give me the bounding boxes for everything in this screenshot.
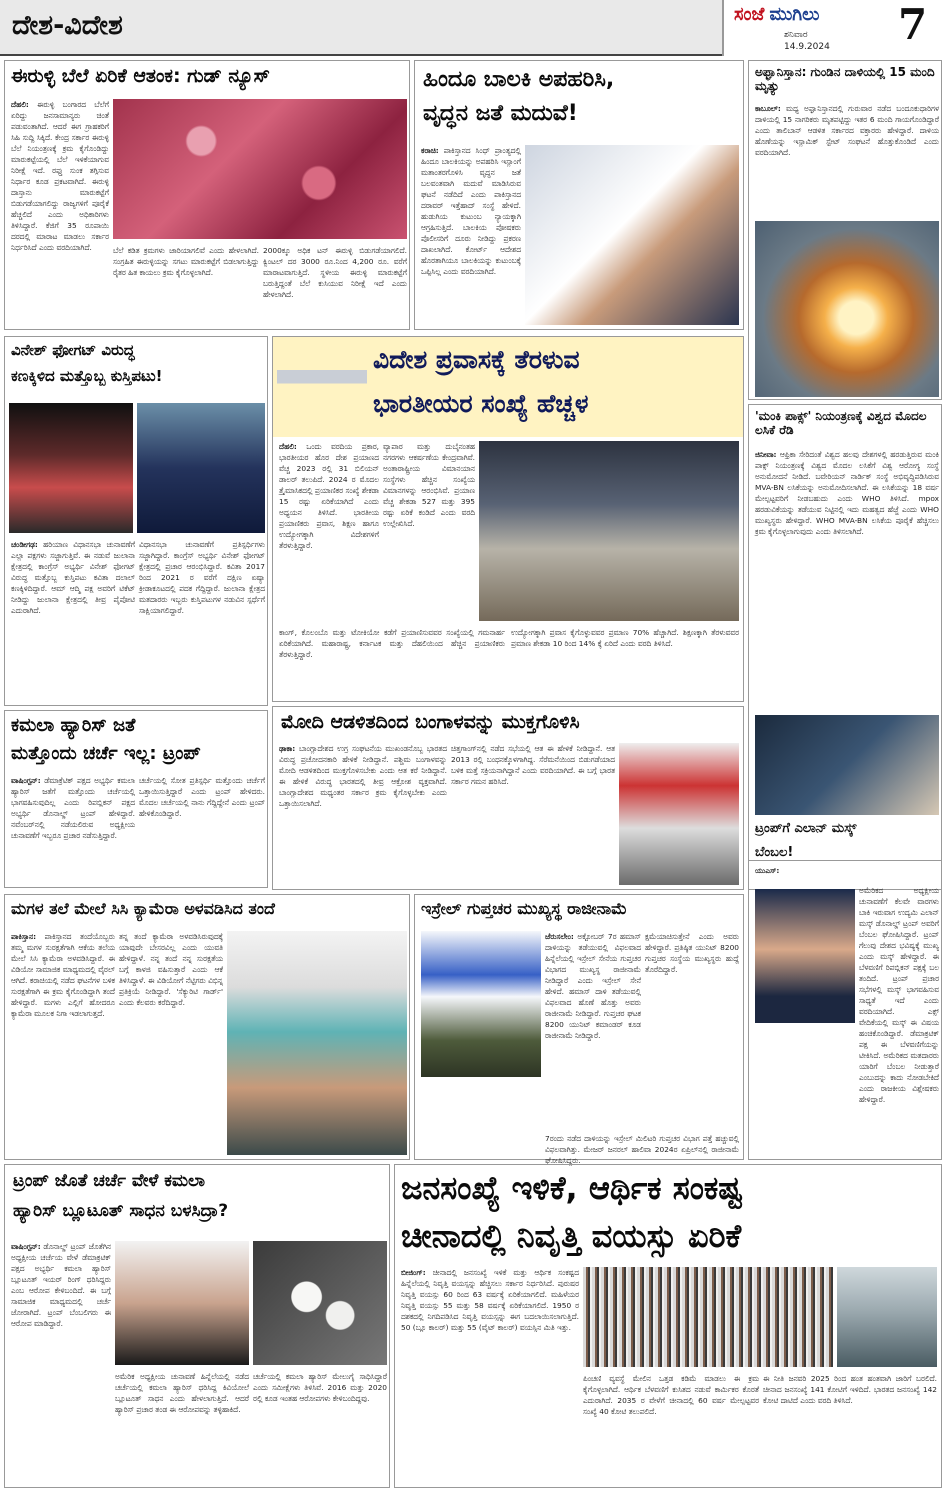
story-text: ಹರಿಯಾಣ ವಿಧಾನಸಭಾ ಚುನಾವಣೆಗೆ ಎಲ್ಲಾ ಪಕ್ಷಗಳು ಸಜ್ಜಾಗುತ್ತಿವೆ. ಈ ನಡುವೆ ಜುಲಾನಾ ಕ್ಷೇತ್ರದಲ್ಲಿ ಕಾಂಗ್ರೆಸ್ ಅಭ್ಯರ್ಥಿ ವಿನೇಶ್ ಫೋಗಟ್ ವಿರುದ್ಧ ಮತ್ತೊಬ್ಬ ಕುಸ್ತಿಪಟು ಕವಿತಾ ದಲಾಲ್ ಕಣಕ್ಕಿಳಿದಿದ್ದಾರೆ. ಆಮ್ ಆದ್ಮಿ ಪಕ್ಷ ಅವರಿಗೆ ಟಿಕೆಟ್ ನೀಡಿದ್ದು ಜುಲಾನಾ ಕ್ಷೇತ್ರದಲ್ಲಿ ತೀವ್ರ ಪೈಪೋಟಿ ಎದುರಾಗಿದೆ. [11,540,135,615]
story-headline-line2: ವೃದ್ಧನ ಜತೆ ಮದುವೆ! [423,101,578,126]
page-header [0,0,945,56]
dateline: ದೆಹಲಿ: [279,442,297,451]
story-body-col3: ಕಾಂಗ್, ಕೊಲಂಬೊ ಮತ್ತು ಟೋಕಿಯೋ ಕಡೆಗೆ ಪ್ರಯಾಣಿಸುವವರ ಸಂಖ್ಯೆಯಲ್ಲಿ ಗಮನಾರ್ಹ ಏರಿಕೆಯಾಗಿದೆ. ಮಹಾರಾಷ್ಟ್ರ, ಕರ್ನಾಟಕ ಮತ್ತು ದೆಹಲಿಯಿಂದ ಹೆಚ್ಚಿನ ಪ್ರಯಾಣಿಕರು ತೆರಳುತ್ತಿದ್ದಾರೆ. [279,628,505,659]
dateline: ಯುಎಸ್: [755,866,780,875]
story-headline-line1: ವಿದೇಶ ಪ್ರವಾಸಕ್ಕೆ ತೆರಳುವ [373,345,580,374]
story-body-col2: ವಿಧಾನಸಭಾ ಚುನಾವಣೆಗೆ ಪ್ರತಿಸ್ಪರ್ಧಿಗಳು ಸಜ್ಜಾಗಿದ್ದಾರೆ. ಕಾಂಗ್ರೆಸ್ ಅಭ್ಯರ್ಥಿ ವಿನೇಶ್ ಫೋಗಟ್ ಕ್ಷೇತ್ರದಲ್ಲಿ ಪ್ರಚಾರ ಆರಂಭಿಸಿದ್ದಾರೆ. ಕವಿತಾ 2017 ರಿಂದ 2021 ರ ವರೆಗೆ ದಕ್ಷಿಣ ಏಷ್ಯಾ ಕ್ರೀಡಾಕೂಟದಲ್ಲಿ ಪದಕ ಗೆದ್ದಿದ್ದಾರೆ. ಜುಲಾನಾ ಕ್ಷೇತ್ರದ ಮತದಾರರು ಇಬ್ಬರು ಕುಸ್ತಿಪಟುಗಳ ನಡುವಿನ ಸ್ಪರ್ಧೆಗೆ ಸಾಕ್ಷಿಯಾಗಲಿದ್ದಾರೆ. [139,540,265,615]
story-body-bottom: 7ರಂದು ನಡೆದ ದಾಳಿಯನ್ನು ಇಸ್ರೇಲ್ ಮಿಲಿಟರಿ ಗುಪ್ತಚರ ವಿಭಾಗ ಪತ್ತೆ ಹಚ್ಚುವಲ್ಲಿ ವಿಫಲವಾಗಿತ್ತು. ಮೇಜರ್ ಜನರಲ್ ಹಾಲಿವಾ 2024ರ ಏಪ್ರಿಲ್‌ನಲ್ಲಿ ರಾಜೀನಾಮೆ ಘೋಷಿಸಿದ್ದರು. [545,1134,739,1165]
story-text: ಪಾಕಿಸ್ತಾನದ ಸಿಂಧ್ ಪ್ರಾಂತ್ಯದಲ್ಲಿ ಹಿಂದೂ ಬಾಲಕಿಯನ್ನು ಅಪಹರಿಸಿ ಇಸ್ಲಾಂಗೆ ಮತಾಂತರಗೊಳಿಸಿ ವೃದ್ಧನ ಜತೆ ಬಲವಂತವಾಗಿ ಮದುವೆ ಮಾಡಿಸಿರುವ ಘಟನೆ ನಡೆದಿದೆ ಎಂದು ಪಾಕಿಸ್ತಾನದ ದರಾವರ್ ಇತ್ತೆಹಾದ್ ಸಂಸ್ಥೆ ಹೇಳಿದೆ. ಹುಡುಗಿಯ ಕುಟುಂಬ ನ್ಯಾಯಕ್ಕಾಗಿ ಆಗ್ರಹಿಸುತ್ತಿದೆ. ಬಾಲಕಿಯ ಪೋಷಕರು ಪೊಲೀಸರಿಗೆ ದೂರು ನೀಡಿದ್ದು ಪ್ರಕರಣ ದಾಖಲಾಗಿದೆ. ಕೋರ್ಟ್ ಆದೇಶದ ಹೊರತಾಗಿಯೂ ಬಾಲಕಿಯನ್ನು ಕುಟುಂಬಕ್ಕೆ ಒಪ್ಪಿಸಿಲ್ಲ ಎಂದು ವರದಿಯಾಗಿದೆ. [421,146,521,276]
story-body-col3: ಚರ್ಚೆಯಲ್ಲಿ ಕಮಲಾ ಹ್ಯಾರಿಸ್ ಮೇಲುಗೈ ಸಾಧಿಸಿದ್ದಾರೆ ಎಂದು ಸಮೀಕ್ಷೆಗಳು ತಿಳಿಸಿವೆ. 2016 ಮತ್ತು 2020 ರಲ್ಲಿ ಕೂಡ ಇಂತಹ ಆರೋಪಗಳು ಕೇಳಿಬಂದಿದ್ದವು. [253,1372,387,1403]
story-afghanistan [748,60,942,400]
story-bluetooth [4,1164,390,1488]
story-body-col2: ಪಿಂಚಣಿ ವ್ಯವಸ್ಥೆ ಮೇಲಿನ ಒತ್ತಡ ಕಡಿಮೆ ಮಾಡಲು ಈ ಕ್ರಮ ಕೈಗೊಳ್ಳಲಾಗಿದೆ. ಆರ್ಥಿಕ ಬೆಳವಣಿಗೆ ಕುಸಿತದ ನಡುವೆ ಕಾರ್ಮಿಕರ ಕೊರತೆ ಎದುರಾಗಿದೆ. 2035 ರ ವೇಳೆಗೆ ಚೀನಾದಲ್ಲಿ 60 ವರ್ಷ ಮೇಲ್ಪಟ್ಟವರ ಸಂಖ್ಯೆ 40 ಕೋಟಿ ತಲುಪಲಿದೆ. [583,1374,759,1416]
dateline: ಜೆರುಸಲೇಂ: [545,932,574,941]
story-headline-line2: ಹ್ಯಾರಿಸ್ ಬ್ಲೂಟೂತ್ ಸಾಧನ ಬಳಸಿದ್ರಾ? [13,1201,229,1221]
section-title: ದೇಶ-ವಿದೇಶ [12,10,123,41]
story-body-col1 [11,775,135,883]
story-body [421,145,521,325]
story-headline: ಮೋದಿ ಆಡಳಿತದಿಂದ ಬಂಗಾಳವನ್ನು ಮುಕ್ತಗೊಳಿಸಿ [281,711,580,733]
story-headline-line2: ಮತ್ತೊಂದು ಚರ್ಚೆ ಇಲ್ಲ: ಟ್ರಂಪ್ [11,743,201,764]
story-body-col1 [11,539,135,701]
story-body-col1 [401,1267,579,1483]
story-text: ಚೀನಾದಲ್ಲಿ ಜನಸಂಖ್ಯೆ ಇಳಿಕೆ ಮತ್ತು ಆರ್ಥಿಕ ಸಂಕಷ್ಟದ ಹಿನ್ನೆಲೆಯಲ್ಲಿ ನಿವೃತ್ತಿ ವಯಸ್ಸನ್ನು ಹೆಚ್ಚಿಸಲು ಸರ್ಕಾರ ನಿರ್ಧರಿಸಿದೆ. ಪುರುಷರ ನಿವೃತ್ತಿ ವಯಸ್ಸು 60 ರಿಂದ 63 ವರ್ಷಕ್ಕೆ ಏರಿಕೆಯಾಗಲಿದೆ. ಮಹಿಳೆಯರ ನಿವೃತ್ತಿ ವಯಸ್ಸು 55 ಮತ್ತು 58 ವರ್ಷಕ್ಕೆ ಏರಿಕೆಯಾಗಲಿದೆ. 1950 ರ ದಶಕದಲ್ಲಿ ನಿಗದಿಪಡಿಸಿದ ನಿವೃತ್ತಿ ವಯಸ್ಸನ್ನು ಈಗ ಬದಲಾಯಿಸಲಾಗುತ್ತಿದೆ. 50 (ಬ್ಲೂ ಕಾಲರ್) ಮತ್ತು 55 (ವೈಟ್ ಕಾಲರ್) ವಯಸ್ಸಿನ ಮಿತಿ ಇತ್ತು. [401,1268,579,1332]
dateline: ಚಂಡೀಗಢ: [11,540,38,549]
story-bengal [272,706,744,890]
dateline: ಢಾಕಾ: [279,744,296,753]
masthead [722,0,945,56]
dateline: ದೆಹಲಿ: [11,100,29,109]
story-headline-line1: ಹಿಂದೂ ಬಾಲಕಿ ಅಪಹರಿಸಿ, [423,67,615,92]
trump-photo [755,889,855,1023]
story-body: ಅಮೆರಿಕದ ಅಧ್ಯಕ್ಷೀಯ ಚುನಾವಣೆಗೆ ಕೆಲವೇ ವಾರಗಳು ಬಾಕಿ ಇರುವಾಗ ಉದ್ಯಮಿ ಎಲಾನ್ ಮಸ್ಕ್ ಡೊನಾಲ್ಡ್ ಟ್ರಂಪ್ ಅವರಿಗೆ ಬೆಂಬಲ ಘೋಷಿಸಿದ್ದಾರೆ. ಟ್ರಂಪ್ ಗೆಲುವು ದೇಶದ ಭವಿಷ್ಯಕ್ಕೆ ಮುಖ್ಯ ಎಂದು ಮಸ್ಕ್ ಹೇಳಿದ್ದಾರೆ. ಈ ಬೆಳವಣಿಗೆ ರಿಪಬ್ಲಿಕನ್ ಪಕ್ಷಕ್ಕೆ ಬಲ ತಂದಿದೆ. ಟ್ರಂಪ್ ಪ್ರಚಾರ ಸಭೆಗಳಲ್ಲಿ ಮಸ್ಕ್ ಭಾಗವಹಿಸುವ ಸಾಧ್ಯತೆ ಇದೆ ಎಂದು ವರದಿಯಾಗಿದೆ. ಎಕ್ಸ್ ವೇದಿಕೆಯಲ್ಲಿ ಮಸ್ಕ್ ಈ ವಿಷಯ ಹಂಚಿಕೊಂಡಿದ್ದಾರೆ. ಡೆಮಾಕ್ರಟಿಕ್ ಪಕ್ಷ ಈ ಬೆಳವಣಿಗೆಯನ್ನು ಟೀಕಿಸಿದೆ. ಅಮೆರಿಕದ ಮತದಾರರು ಯಾರಿಗೆ ಬೆಂಬಲ ನೀಡುತ್ತಾರೆ ಎಂಬುದನ್ನು ಕಾದು ನೋಡಬೇಕಿದೆ ಎಂದು ರಾಜಕೀಯ ವಿಶ್ಲೇಷಕರು ಹೇಳಿದ್ದಾರೆ. [859,886,939,1104]
story-text: ಬಾಂಗ್ಲಾದೇಶದ ಉಗ್ರ ಸಂಘಟನೆಯ ಮುಖಂಡನೊಬ್ಬ ಭಾರತದ ವಿರುದ್ಧ ಪ್ರಚೋದನಕಾರಿ ಹೇಳಿಕೆ ನೀಡಿದ್ದಾನೆ. ಪಶ್ಚಿಮ ಬಂಗಾಳವನ್ನು ಮೋದಿ ಆಡಳಿತದಿಂದ ಮುಕ್ತಗೊಳಿಸಬೇಕು ಎಂದು ಆತ ಕರೆ ನೀಡಿದ್ದಾನೆ. ಈ ಹೇಳಿಕೆ ವಿರುದ್ಧ ಭಾರತದಲ್ಲಿ ತೀವ್ರ ಆಕ್ರೋಶ ವ್ಯಕ್ತವಾಗಿದೆ. ಬಾಂಗ್ಲಾದೇಶದ ಮಧ್ಯಂತರ ಸರ್ಕಾರ ಕ್ರಮ ಕೈಗೊಳ್ಳಬೇಕು ಎಂದು ಒತ್ತಾಯಿಸಲಾಗಿದೆ. [279,744,447,808]
brand-logo [734,4,894,30]
cleric-photo [619,743,739,885]
who-chief-photo [755,715,939,815]
story-body-col2: ಚಿತ್ತಗಾಂಗ್‌ನಲ್ಲಿ ನಡೆದ ಸಭೆಯಲ್ಲಿ ಆತ ಈ ಹೇಳಿಕೆ ನೀಡಿದ್ದಾನೆ. ಆತ 2013 ರಲ್ಲಿ ಬಂಧನಕ್ಕೊಳಗಾಗಿದ್ದ. ಸೆರೆಮನೆಯಿಂದ ಬಿಡುಗಡೆಯಾದ ಬಳಿಕ ಮತ್ತೆ ಸಕ್ರಿಯನಾಗಿದ್ದಾನೆ ಎಂದು ವರದಿಯಾಗಿದೆ. ಈ ಬಗ್ಗೆ ಭಾರತ ಸರ್ಕಾರ ಗಮನ ಹರಿಸಿದೆ. [451,744,615,786]
story-headline-line2: ಚೀನಾದಲ್ಲಿ ನಿವೃತ್ತಿ ವಯಸ್ಸು ಏರಿಕೆ [401,1217,742,1255]
story-body-col3: 2000ಕ್ಕೂ ಅಧಿಕ ಟನ್ ಈರುಳ್ಳಿ ಬಿಡುಗಡೆಯಾಗಲಿದೆ. ಕ್ವಿಂಟಲ್ ದರ 3000 ರೂ.ನಿಂದ 4,200 ರೂ. ವರೆಗೆ ಮಾರಾಟವಾಗುತ್ತಿದೆ. ಸ್ಥಳೀಯ ಈರುಳ್ಳಿ ಮಾರುಕಟ್ಟೆಗೆ ಬರುತ್ತಿದ್ದಂತೆ ಬೆಲೆ ಕುಸಿಯುವ ನಿರೀಕ್ಷೆ ಇದೆ ಎಂದು ಹೇಳಲಾಗಿದೆ. [263,246,407,299]
dateline: ಕರಾಚಿ: [421,146,439,155]
story-body-col1 [11,99,109,325]
story-body-col1 [11,1241,111,1483]
story-mpox [748,404,942,890]
story-body-col2: ವ್ಯಾಪಾರ ಮತ್ತು ದುಬೈನಂತಹ ನಗರಗಳು ಆಕರ್ಷಣೆಯ ಕೇಂದ್ರವಾಗಿವೆ. ಅಂತಾರಾಷ್ಟ್ರೀಯ ವಿಮಾನಯಾನ ಸಂಸ್ಥೆಗಳು ಹೆಚ್ಚಿನ ಸಂಖ್ಯೆಯ ವಿಮಾನಗಳನ್ನು ಆರಂಭಿಸಿವೆ. ಪ್ರಯಾಣ ವೆಚ್ಚ ಶೇಕಡಾ 527 ಮತ್ತು 395 ರಷ್ಟು ಏರಿಕೆ ಕಂಡಿದೆ ಎಂದು ವರದಿ ಉಲ್ಲೇಖಿಸಿದೆ. [383,442,475,528]
dateline: ವಾಷಿಂಗ್ಟನ್: [11,1242,41,1251]
story-text: ಅಕ್ಟೋಬರ್ 7ರ ಹಮಾಸ್ ದಾಳಿಯನ್ನು ತಡೆಯುವಲ್ಲಿ ವಿಫಲವಾದ ಹಿನ್ನೆಲೆಯಲ್ಲಿ ಇಸ್ರೇಲ್ ಸೇನೆಯ ಗುಪ್ತಚರ ವಿಭಾಗದ ಮುಖ್ಯಸ್ಥ ರಾಜೀನಾಮೆ ನೀಡಿದ್ದಾರೆ ಎಂದು ಇಸ್ರೇಲ್ ಸೇನೆ ಹೇಳಿದೆ. ಹಮಾಸ್ ದಾಳಿ ತಡೆಯುವಲ್ಲಿ ವಿಫಲವಾದ ಹೊಣೆ ಹೊತ್ತು ಅವರು ರಾಜೀನಾಮೆ ನೀಡಿದ್ದಾರೆ. ಗುಪ್ತಚರ ಘಟಕ 8200 ಯುನಿಟ್ ಕಮಾಂಡರ್ ಕೂಡ ರಾಜೀನಾಮೆ ನೀಡಿದ್ದಾರೆ. [545,932,641,1040]
story-kidnap [414,60,744,330]
story-body-col1 [545,931,641,1131]
earring-device-photo [253,1241,387,1365]
story-body-col4: ಉದ್ಯೋಗಕ್ಕಾಗಿ ಪ್ರವಾಸ ಕೈಗೊಳ್ಳುವವರ ಪ್ರಮಾಣ 70% ಹೆಚ್ಚಾಗಿದೆ. ಶಿಕ್ಷಣಕ್ಕಾಗಿ ತೆರಳುವವರ ಪ್ರಮಾಣ ಶೇಕಡಾ 10 ರಿಂದ 14% ಕ್ಕೆ ಏರಿದೆ ಎಂದು ವರದಿ ತಿಳಿಸಿದೆ. [511,628,739,648]
story-headline-line1: ಕಮಲಾ ಹ್ಯಾರಿಸ್ ಜತೆ [11,715,136,736]
story-headline: ಅಫ್ಘಾನಿಸ್ತಾನ: ಗುಂಡಿನ ದಾಳಿಯಲ್ಲಿ 15 ಮಂದಿ ಮೃತ್ಯು [755,65,935,94]
wrestler-photo-left [9,403,133,533]
story-vinesh [4,336,268,706]
story-headline-line1: ವಿನೇಶ್ ಫೋಗಟ್ ವಿರುದ್ಧ [11,341,135,359]
story-china [394,1164,942,1488]
story-body [755,103,939,213]
story-text: ಒಂದು ವರದಿಯ ಪ್ರಕಾರ, ಭಾರತೀಯರ ಹೊರ ದೇಶ ಪ್ರಯಾಣದ ವೆಚ್ಚ 2023 ರಲ್ಲಿ 31 ಬಿಲಿಯನ್ ಡಾಲರ್ ತಲುಪಿದೆ. 2024 ರ ಮೊದಲ ತ್ರೈಮಾಸಿಕದಲ್ಲಿ ಪ್ರಯಾಣಿಕರ ಸಂಖ್ಯೆ ಶೇಕಡಾ 15 ರಷ್ಟು ಏರಿಕೆಯಾಗಿದೆ ಎಂದು ಅಧ್ಯಯನ ತಿಳಿಸಿದೆ. ಭಾರತೀಯ ಪ್ರಯಾಣಿಕರು ಪ್ರವಾಸ, ಶಿಕ್ಷಣ ಹಾಗೂ ಉದ್ಯೋಗಕ್ಕಾಗಿ ವಿದೇಶಗಳಿಗೆ ತೆರಳುತ್ತಿದ್ದಾರೆ. [279,442,379,550]
girl-with-camera-photo [227,931,407,1155]
story-body-col3: ಈ ನೀತಿ ಜನವರಿ 2025 ರಿಂದ ಹಂತ ಹಂತವಾಗಿ ಜಾರಿಗೆ ಬರಲಿದೆ. ಚೀನಾದ ಜನಸಂಖ್ಯೆ 141 ಕೋಟಿಗೆ ಇಳಿದಿದೆ. ಭಾರತದ ಜನಸಂಖ್ಯೆ 142 ಕೋಟಿ ದಾಟಿದೆ ಎಂದು ವರದಿ ತಿಳಿಸಿದೆ. [763,1374,937,1405]
story-text: ಈರುಳ್ಳಿ ಬಂಗಾರದ ಬೆಲೆಗೆ ಏರಿದ್ದು ಜನಸಾಮಾನ್ಯರು ಚಿಂತೆ ಪಡುವಂತಾಗಿದೆ. ಆದರೆ ಈಗ ಗ್ರಾಹಕರಿಗೆ ಸಿಹಿ ಸುದ್ದಿ ಸಿಕ್ಕಿದೆ. ಕೇಂದ್ರ ಸರ್ಕಾರ ಈರುಳ್ಳಿ ಬೆಲೆ ನಿಯಂತ್ರಣಕ್ಕೆ ಕ್ರಮ ಕೈಗೊಂಡಿದ್ದು ಮಾರುಕಟ್ಟೆಯಲ್ಲಿ ಬೆಲೆ ಇಳಿಕೆಯಾಗುವ ನಿರೀಕ್ಷೆ ಇದೆ. ರಫ್ತು ಸುಂಕ ತಗ್ಗಿಸುವ ನಿರ್ಧಾರ ಕೂಡ ಪ್ರಕಟವಾಗಿದೆ. ಈರುಳ್ಳಿ ದಾಸ್ತಾನು ಮಾರುಕಟ್ಟೆಗೆ ಬಿಡುಗಡೆಯಾಗಲಿದ್ದು ರಾಜ್ಯಗಳಿಗೆ ಪೂರೈಕೆ ಹೆಚ್ಚಲಿದೆ ಎಂದು ಅಧಿಕಾರಿಗಳು ತಿಳಿಸಿದ್ದಾರೆ. ಕೆಜಿಗೆ 35 ರೂಪಾಯಿ ದರದಲ್ಲಿ ಮಾರಾಟ ಮಾಡಲು ಸರ್ಕಾರ ನಿರ್ಧರಿಸಿದೆ ಎಂದು ವರದಿಯಾಗಿದೆ. [11,100,109,252]
musk-headline-line1: ಟ್ರಂಪ್‌ಗೆ ಎಲಾನ್ ಮಸ್ಕ್ [755,821,857,836]
israeli-officer-photo [421,931,541,1077]
brand-name-part2: ಮುಗಿಲು [769,4,820,25]
story-onion [4,60,410,330]
dateline: ಕಾಬೂಲ್: [755,104,781,113]
story-headline: ಮಗಳ ತಲೆ ಮೇಲೆ ಸಿಸಿ ಕ್ಯಾಮೆರಾ ಅಳವಡಿಸಿದ ತಂದೆ [11,899,275,918]
story-body-top [755,865,939,885]
story-body-col2: ಅಮೆರಿಕ ಅಧ್ಯಕ್ಷೀಯ ಚುನಾವಣೆ ಹಿನ್ನೆಲೆಯಲ್ಲಿ ನಡೆದ ಚರ್ಚೆಯಲ್ಲಿ ಕಮಲಾ ಹ್ಯಾರಿಸ್ ಧರಿಸಿದ್ದ ಕಿವಿಯೋಲೆ ಬ್ಲೂಟೂತ್ ಸಾಧನ ಎಂದು ಹೇಳಲಾಗುತ್ತಿದೆ. ಆದರೆ ಹ್ಯಾರಿಸ್ ಪ್ರಚಾರ ತಂಡ ಈ ಆರೋಪವನ್ನು ತಳ್ಳಿಹಾಕಿದೆ. [115,1372,249,1414]
kamala-photo [115,1241,249,1365]
page-number: 7 [898,0,928,49]
story-father-camera [4,894,410,1160]
story-body-col2: ಚರ್ಚೆಯಲ್ಲಿ ಸೋತ ಪ್ರತಿಸ್ಪರ್ಧಿ ಮತ್ತೊಂದು ಚರ್ಚೆಗೆ ಒತ್ತಾಯಿಸುತ್ತಿದ್ದಾರೆ ಎಂದು ಟ್ರಂಪ್ ಹೇಳಿದರು. ಮೊದಲ ಚರ್ಚೆಯಲ್ಲಿ ನಾನು ಗೆದ್ದಿದ್ದೇನೆ ಎಂದು ಟ್ರಂಪ್ ಹೇಳಿಕೊಂಡಿದ್ದಾರೆ. [139,776,265,818]
dateline: ಬೀಜಿಂಗ್: [401,1268,426,1277]
story-headline: ಇಸ್ರೇಲ್ ಗುಪ್ತಚರ ಮುಖ್ಯಸ್ಥ ರಾಜೀನಾಮೆ [421,899,627,918]
issue-date: 14.9.2024 [784,42,830,52]
musk-headline-line2: ಬೆಂಬಲ! [755,845,794,860]
dateline: ಪಾಕಿಸ್ತಾನ: [11,932,37,941]
story-israel [414,894,744,1165]
airplane-graphic [277,343,367,433]
airport-photo [479,441,739,621]
story-body-col1 [279,743,447,885]
story-text: ಮಧ್ಯ ಅಫ್ಘಾನಿಸ್ತಾನದಲ್ಲಿ ಗುರುವಾರ ನಡೆದ ಬಂದೂಕುಧಾರಿಗಳ ದಾಳಿಯಲ್ಲಿ 15 ನಾಗರಿಕರು ಮೃತಪಟ್ಟಿದ್ದು ಇತರ 6 ಮಂದಿ ಗಾಯಗೊಂಡಿದ್ದಾರೆ ಎಂದು ತಾಲಿಬಾನ್ ಆಡಳಿತ ಸರ್ಕಾರದ ವಕ್ತಾರರು ಹೇಳಿದ್ದಾರೆ. ದಾಳಿಯ ಹೊಣೆಯನ್ನು ಇಸ್ಲಾಮಿಕ್ ಸ್ಟೇಟ್ ಸಂಘಟನೆ ಹೊತ್ತುಕೊಂಡಿದೆ ಎಂದು ವರದಿಯಾಗಿದೆ. [755,104,939,157]
story-headline-line2: ಕಣಕ್ಕಿಳಿದ ಮತ್ತೊಬ್ಬ ಕುಸ್ತಿಪಟು! [11,367,163,385]
story-headline-line1: ಟ್ರಂಪ್ ಜೊತೆ ಚರ್ಚೆ ವೇಳೆ ಕಮಲಾ [13,1171,206,1191]
story-body-col2: ತನ್ನ ತಂದೆ ಕ್ಯಾಮೆರಾ ಅಳವಡಿಸಿರುವುದಕ್ಕೆ ಯಾವುದೇ ಬೇಸರವಿಲ್ಲ ಎಂದು ಯುವತಿ ಹೇಳಿದ್ದಾಳೆ. ನನ್ನ ತಂದೆ ನನ್ನ ಸುರಕ್ಷತೆಯ ಬಗ್ಗೆ ಕಾಳಜಿ ವಹಿಸುತ್ತಾರೆ ಎಂದು ಆಕೆ ತಿಳಿಸಿದ್ದಾಳೆ. ಈ ವಿಡಿಯೋಗೆ ನೆಟ್ಟಿಗರು ವಿಭಿನ್ನ ಪ್ರತಿಕ್ರಿಯೆ ನೀಡಿದ್ದಾರೆ. 'ಸೆಕ್ಯುರಿಟಿ ಗಾರ್ಡ್' ಎಂದು ಕೆಲವರು ಕರೆದಿದ್ದಾರೆ. [119,932,223,1007]
story-travel [272,336,744,702]
story-headline-line2: ಭಾರತೀಯರ ಸಂಖ್ಯೆ ಹೆಚ್ಚಳ [373,389,589,418]
explosion-photo [755,221,939,397]
dateline: ವಾಷಿಂಗ್ಟನ್: [11,776,41,785]
story-text: ಡೆಮಾಕ್ರೆಟಿಕ್ ಪಕ್ಷದ ಅಭ್ಯರ್ಥಿ ಕಮಲಾ ಹ್ಯಾರಿಸ್ ಜತೆಗೆ ಮತ್ತೊಂದು ಚರ್ಚೆಯಲ್ಲಿ ಭಾಗವಹಿಸುವುದಿಲ್ಲ ಎಂದು ರಿಪಬ್ಲಿಕನ್ ಪಕ್ಷದ ಅಭ್ಯರ್ಥಿ ಡೊನಾಲ್ಡ್ ಟ್ರಂಪ್ ಹೇಳಿದ್ದಾರೆ. ನವೆಂಬರ್‌ನಲ್ಲಿ ನಡೆಯಲಿರುವ ಅಧ್ಯಕ್ಷೀಯ ಚುನಾವಣೆಗೆ ಇಬ್ಬರೂ ಪ್ರಚಾರ ನಡೆಸುತ್ತಿದ್ದಾರೆ. [11,776,135,840]
story-headline-line1: ಜನಸಂಖ್ಯೆ ಇಳಿಕೆ, ಆರ್ಥಿಕ ಸಂಕಷ್ಟ [401,1169,743,1207]
bridge-photo [837,1267,937,1367]
story-body-col2: ಕ್ಷಮೆಯಾಚಿಸುತ್ತೇನೆ ಎಂದು ಅವರು ಹೇಳಿದ್ದಾರೆ. ಪ್ರತಿಷ್ಠಿತ ಯುನಿಟ್ 8200 ಗುಪ್ತಚರ ಸಂಸ್ಥೆಯ ಮುಖ್ಯಸ್ಥರು ಹುದ್ದೆ ತೊರೆದಿದ್ದಾರೆ. [645,932,739,974]
story-body [755,449,939,707]
story-text: ಪಾಕಿಸ್ತಾನದ ತಂದೆಯೊಬ್ಬರು ತಮ್ಮ ಮಗಳ ಸುರಕ್ಷತೆಗಾಗಿ ಆಕೆಯ ತಲೆಯ ಮೇಲೆ ಸಿಸಿ ಕ್ಯಾಮೆರಾ ಅಳವಡಿಸಿದ್ದಾರೆ. ಈ ವಿಡಿಯೋ ಸಾಮಾಜಿಕ ಮಾಧ್ಯಮದಲ್ಲಿ ವೈರಲ್ ಆಗಿದೆ. ಕರಾಚಿಯಲ್ಲಿ ನಡೆದ ಘಟನೆಗಳ ಬಳಿಕ ಸುರಕ್ಷತೆಗಾಗಿ ಈ ಕ್ರಮ ಕೈಗೊಂಡಿದ್ದಾಗಿ ತಂದೆ ಹೇಳಿದ್ದಾರೆ. ಮಗಳು ಎಲ್ಲಿಗೆ ಹೋದರೂ ಕ್ಯಾಮೆರಾ ಮೂಲಕ ನಿಗಾ ಇಡಲಾಗುತ್ತದೆ. [11,932,115,1018]
story-text: ಡೊನಾಲ್ಡ್ ಟ್ರಂಪ್ ಜೊತೆಗಿನ ಅಧ್ಯಕ್ಷೀಯ ಚರ್ಚೆಯ ವೇಳೆ ಡೆಮಾಕ್ರಟಿಕ್ ಪಕ್ಷದ ಅಭ್ಯರ್ಥಿ ಕಮಲಾ ಹ್ಯಾರಿಸ್ ಬ್ಲೂಟೂತ್ ಇಯರ್ ರಿಂಗ್ ಧರಿಸಿದ್ದರು ಎಂಬ ಆರೋಪ ಕೇಳಿಬಂದಿದೆ. ಈ ಬಗ್ಗೆ ಸಾಮಾಜಿಕ ಮಾಧ್ಯಮದಲ್ಲಿ ಚರ್ಚೆ ಜೋರಾಗಿದೆ. ಟ್ರಂಪ್ ಬೆಂಬಲಿಗರು ಈ ಆರೋಪ ಮಾಡಿದ್ದಾರೆ. [11,1242,111,1328]
onion-photo [113,99,407,239]
story-text: ಆಫ್ರಿಕಾ ಸೇರಿದಂತೆ ವಿಶ್ವದ ಹಲವು ದೇಶಗಳಲ್ಲಿ ಹರಡುತ್ತಿರುವ ಮಂಕಿ ಪಾಕ್ಸ್ ನಿಯಂತ್ರಣಕ್ಕೆ ವಿಶ್ವದ ಮೊದಲ ಲಸಿಕೆಗೆ ವಿಶ್ವ ಆರೋಗ್ಯ ಸಂಸ್ಥೆ ಅನುಮೋದನೆ ನೀಡಿದೆ. ಬವೇರಿಯನ್ ನಾರ್ಡಿಕ್ ಸಂಸ್ಥೆ ಅಭಿವೃದ್ಧಿಪಡಿಸಿರುವ MVA-BN ಲಸಿಕೆಯನ್ನು ಅನುಮೋದಿಸಲಾಗಿದೆ. ಈ ಲಸಿಕೆಯನ್ನು 18 ವರ್ಷ ಮೇಲ್ಪಟ್ಟವರಿಗೆ ನೀಡಬಹುದು ಎಂದು WHO ತಿಳಿಸಿದೆ. mpox ಹರಡುವಿಕೆಯನ್ನು ತಡೆಯುವ ನಿಟ್ಟಿನಲ್ಲಿ ಇದು ಮಹತ್ವದ ಹೆಜ್ಜೆ ಎಂದು WHO ಮುಖ್ಯಸ್ಥರು ಹೇಳಿದ್ದಾರೆ. WHO MVA-BN ಲಸಿಕೆಯ ಪೂರೈಕೆ ಹೆಚ್ಚಿಸಲು ಕ್ರಮ ಕೈಗೊಳ್ಳಲಾಗುವುದು ಎಂದು ತಿಳಿಸಲಾಗಿದೆ. [755,450,939,536]
dateline: ಜಿನೀವಾ: [755,450,777,459]
story-musk [748,860,942,1160]
crowd-photo [583,1267,833,1367]
story-body-col2: ಬೆಲೆ ಕಡಿತ ಕ್ರಮಗಳು ಜಾರಿಯಾಗಲಿವೆ ಎಂದು ಹೇಳಲಾಗಿದೆ. ಸಂಗ್ರಹಿತ ಈರುಳ್ಳಿಯನ್ನು ಸಗಟು ಮಾರುಕಟ್ಟೆಗೆ ಬಿಡಲಾಗುತ್ತಿದ್ದು ರೈತರ ಹಿತ ಕಾಯಲು ಕ್ರಮ ಕೈಗೊಳ್ಳಲಾಗಿದೆ. [113,246,259,277]
story-body-col1 [11,931,115,1155]
brand-name-part1: ಸಂಜೆ [734,4,765,25]
story-kamala-debate [4,710,268,888]
story-headline: 'ಮಂಕಿ ಪಾಕ್ಸ್' ನಿಯಂತ್ರಣಕ್ಕೆ ವಿಶ್ವದ ಮೊದಲ ಲಸಿಕೆ ರೆಡಿ [755,409,927,438]
wedding-hands-photo [525,145,739,325]
story-headline: ಈರುಳ್ಳಿ ಬೆಲೆ ಏರಿಕೆ ಆತಂಕ: ಗುಡ್ ನ್ಯೂಸ್ [11,65,270,87]
story-body-col1 [279,441,379,621]
issue-day: ಶನಿವಾರ [784,30,808,40]
wrestler-photo-right [137,403,265,533]
